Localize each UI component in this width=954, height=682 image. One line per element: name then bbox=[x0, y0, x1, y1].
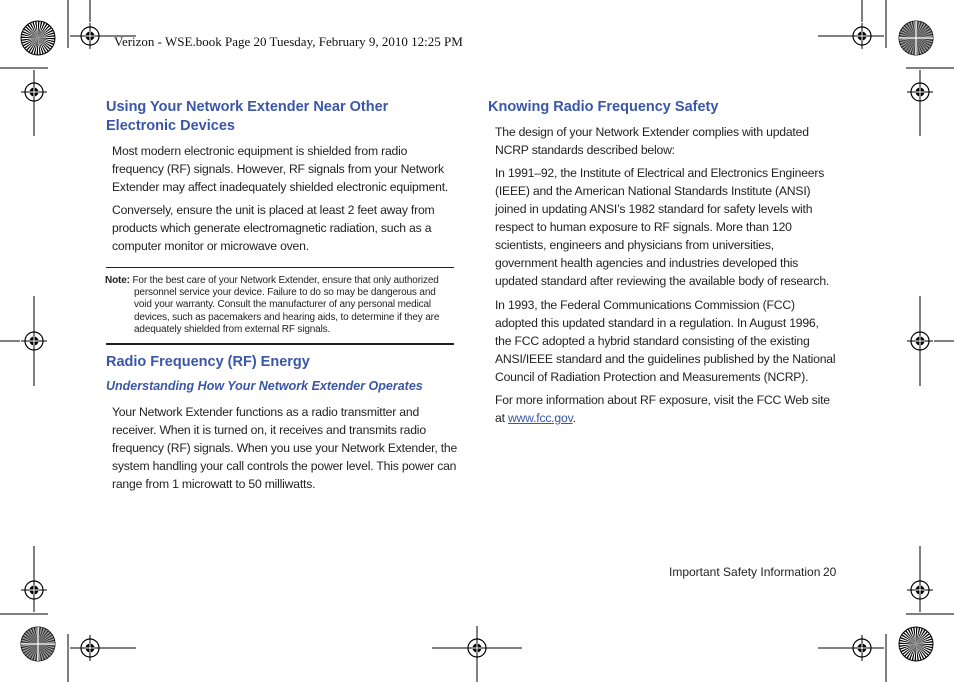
paragraph-placement bbox=[112, 201, 458, 255]
footer-page-number: 20 bbox=[823, 565, 837, 579]
more-info-text: For more information about RF exposure, visit the FCC Web site at bbox=[495, 393, 830, 425]
section-rf-energy bbox=[106, 353, 458, 372]
star-target-mark bbox=[21, 21, 55, 55]
body-paragraph: Most modern electronic equipment is shielded from radio frequency (RF) signals. However, RF signals from your Network Extender may affect inadequately shielded electronic equipment. bbox=[112, 144, 449, 194]
heading-rf-energy: Radio Frequency (RF) Energy bbox=[106, 354, 310, 370]
paragraph-transmitter bbox=[112, 403, 458, 493]
footer-section-name: Important Safety Information bbox=[669, 565, 821, 579]
body-paragraph: Your Network Extender functions as a radio transmitter and receiver. When it is turned on, it receives and transmits radio frequency (RF) signals. When you use your Network Extender, the system handling your call controls the power level. This power can range from 1 microwatt to 50 milliwatts. bbox=[112, 405, 458, 491]
more-info-period: . bbox=[572, 411, 576, 425]
body-paragraph: Conversely, ensure the unit is placed at least 2 feet away from products which generate electromagnetic radiation, such as a computer monitor or microwave oven. bbox=[112, 203, 435, 253]
note-text: For the best care of your Network Extender, ensure that only authorized personnel service your device. Failure to do so may be dangerous and void your warranty. Consult the manufacturer of any personal medical devices, such as pacemakers and hearing aids, to determine if they are adequately shielded from external RF signals. bbox=[132, 275, 440, 335]
body-paragraph bbox=[495, 391, 838, 427]
body-paragraph: In 1991–92, the Institute of Electrical and Electronics Engineers (IEEE) and the American National Standards Institute (ANSI) joined in updating ANSI’s 1982 standard for safety levels with respect to human exposure to RF signals. More than 120 scientists, engineers and physicians from universities, government health agencies and industries developed this updated standard after reviewing the available body of research. bbox=[495, 166, 830, 288]
fcc-website-link[interactable]: www.fcc.gov bbox=[507, 411, 573, 425]
paragraph-fcc bbox=[495, 296, 838, 386]
paragraph-more-info bbox=[495, 391, 838, 427]
section-network-extender-near-devices bbox=[106, 98, 458, 136]
print-header-line: Verizon - WSE.book Page 20 Tuesday, February 9, 2010 12:25 PM bbox=[114, 34, 463, 49]
section-rf-safety bbox=[488, 98, 840, 117]
paragraph-shielding bbox=[112, 142, 458, 196]
star-target-mark bbox=[899, 21, 933, 55]
note-box bbox=[106, 267, 454, 345]
body-paragraph: The design of your Network Extender complies with updated NCRP standards described below: bbox=[495, 125, 809, 157]
star-target-mark bbox=[899, 627, 933, 661]
star-target-mark bbox=[21, 627, 55, 661]
paragraph-ncrp bbox=[495, 123, 838, 159]
heading-rf-safety: Knowing Radio Frequency Safety bbox=[488, 99, 719, 115]
body-paragraph: In 1993, the Federal Communications Commission (FCC) adopted this updated standard in a regulation. In August 1996, the FCC adopted a hybrid standard consisting of the existing ANSI/IEEE standard and the guidelines published by the National Council of Radiation Protection and Measurements (NCRP). bbox=[495, 298, 836, 384]
paragraph-ieee-ansi bbox=[495, 164, 838, 290]
subsection-how-extender-operates bbox=[106, 378, 458, 394]
subheading-how-extender-operates: Understanding How Your Network Extender Operates bbox=[106, 379, 423, 393]
note-label: Note: bbox=[105, 275, 130, 286]
heading-near-electronic-devices: Using Your Network Extender Near Other Electronic Devices bbox=[106, 99, 389, 134]
